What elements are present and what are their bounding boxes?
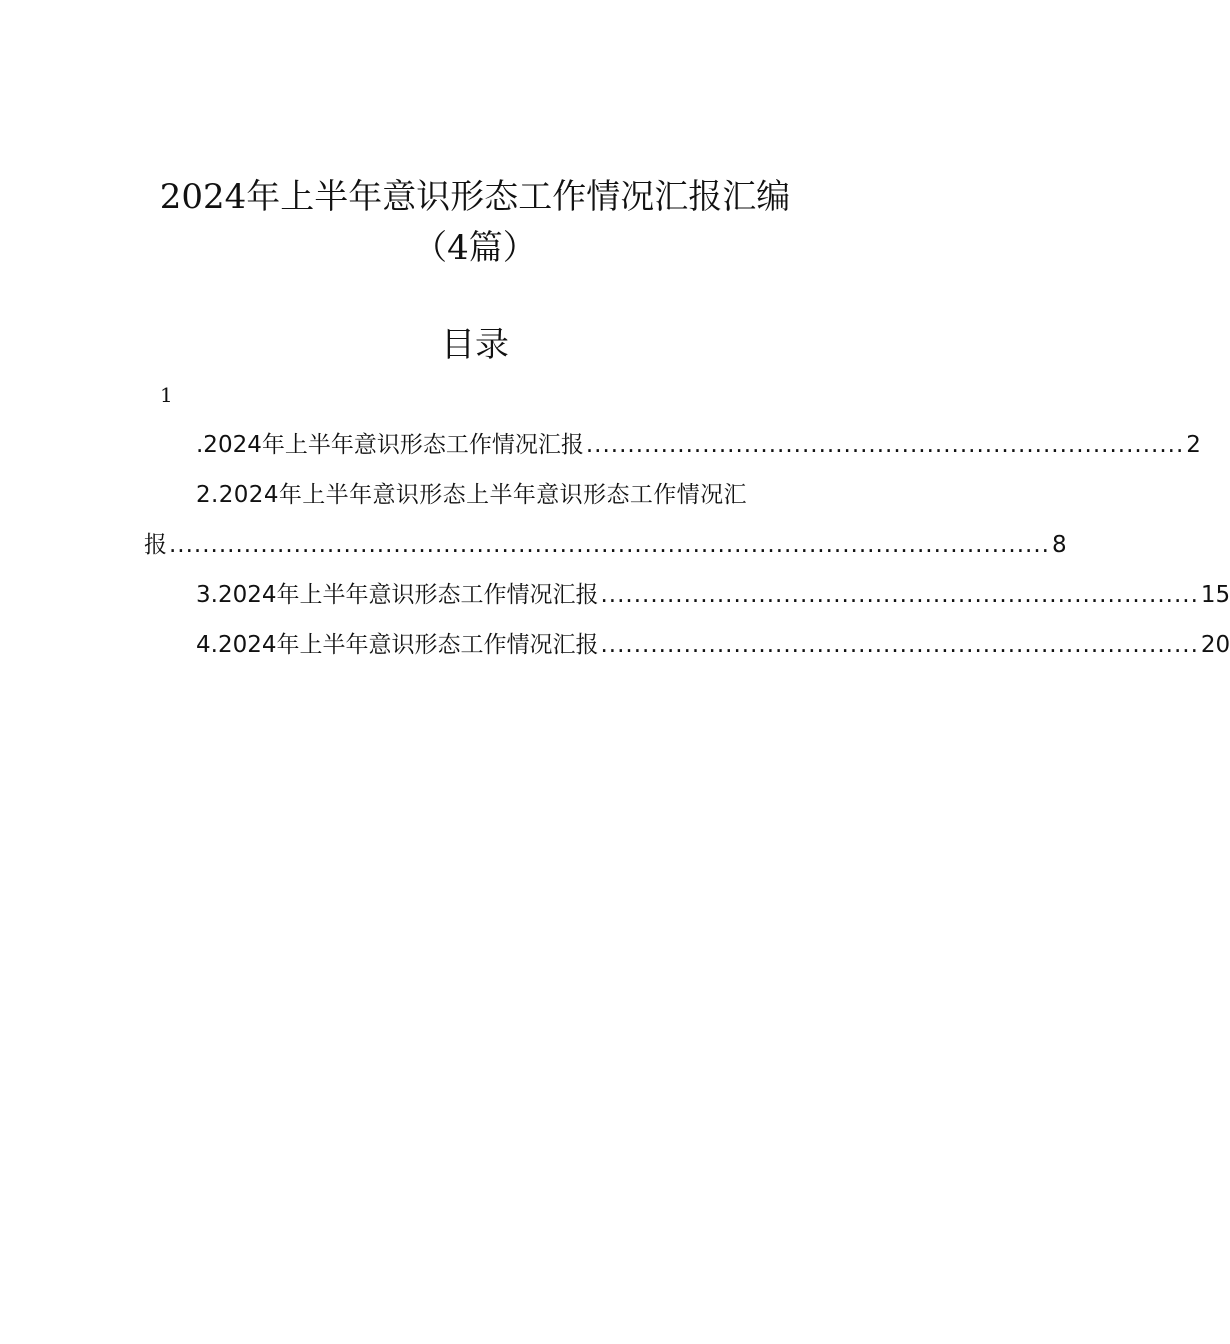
- toc-entry-title: 3.2024年上半年意识形态工作情况汇报: [196, 582, 599, 608]
- toc-page-number: 20: [1200, 632, 1230, 658]
- toc-page-number: 15: [1200, 582, 1230, 608]
- toc-entry-title-continued: 报: [144, 532, 167, 558]
- toc-entry-title: .2024年上半年意识形态工作情况汇报: [196, 432, 584, 458]
- document-subtitle: （4篇）: [413, 228, 537, 268]
- toc-page-number: 2: [1186, 432, 1201, 458]
- toc-entry-1[interactable]: [196, 430, 1201, 460]
- toc-leader-dots: ..........................................................................................................: [169, 532, 1050, 558]
- toc-entry-2-continuation[interactable]: [144, 530, 1067, 560]
- stray-list-number: 1: [160, 383, 173, 407]
- toc-page-number: 8: [1051, 532, 1067, 558]
- toc-entry-title: 4.2024年上半年意识形态工作情况汇报: [196, 632, 599, 658]
- toc-entry-3[interactable]: [196, 580, 1230, 610]
- toc-leader-dots: ........................................................................: [600, 632, 1199, 658]
- toc-leader-dots: ........................................................................: [585, 432, 1185, 458]
- toc-entry-title: 2.2024年上半年意识形态上半年意识形态工作情况汇: [196, 482, 747, 508]
- toc-heading: 目录: [441, 325, 509, 365]
- toc-entry-4[interactable]: [196, 630, 1230, 660]
- toc-entry-2[interactable]: [196, 480, 806, 510]
- document-title: 2024年上半年意识形态工作情况汇报汇编: [159, 177, 791, 217]
- toc-leader-dots: ........................................................................: [600, 582, 1199, 608]
